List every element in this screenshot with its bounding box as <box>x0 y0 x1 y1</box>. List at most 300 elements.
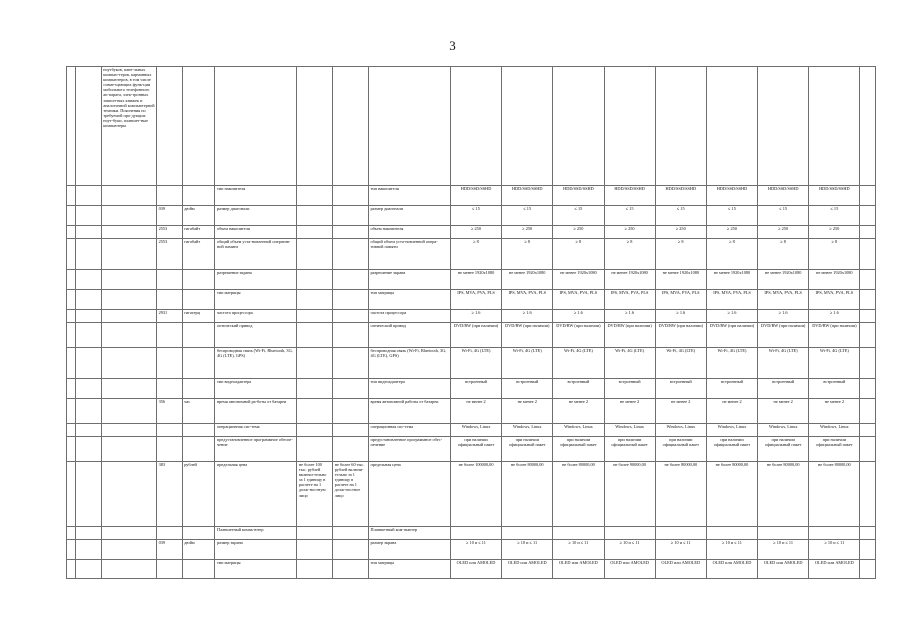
table-row <box>67 270 876 290</box>
characteristic-value: Windows, Linux <box>502 424 553 437</box>
characteristic-value: не менее 1920x1080 <box>604 270 655 290</box>
table-cell <box>860 527 876 540</box>
characteristic-value: Wi-Fi, 4G (LTE) <box>604 348 655 379</box>
table-cell <box>101 437 156 462</box>
unit-name <box>182 424 215 437</box>
characteristic-value: Windows, Linux <box>604 424 655 437</box>
characteristic-value: ≥ 250 <box>655 226 706 239</box>
characteristic-value: встроенный <box>655 379 706 399</box>
characteristic-value: HDD/SSD/SSHD <box>758 186 809 206</box>
table-cell <box>76 206 102 226</box>
table-cell <box>860 379 876 399</box>
table-cell <box>860 323 876 348</box>
table-cell <box>297 67 333 186</box>
characteristic-value: Windows, Linux <box>655 424 706 437</box>
table-cell <box>67 527 76 540</box>
unit-name <box>182 348 215 379</box>
characteristic-value: Windows, Linux <box>553 424 604 437</box>
okei-code <box>157 290 183 310</box>
table-cell <box>182 67 215 186</box>
characteristic-value: IPS, MVA, PVA, PLS <box>604 290 655 310</box>
characteristic-value: при наличии официальный пакет <box>604 437 655 462</box>
limit-value <box>333 206 369 226</box>
characteristic-value: OLED или AMOLED <box>758 560 809 579</box>
table-cell <box>67 399 76 424</box>
characteristic-name-approved: беспроводная связь (Wi-Fi, Bluetooth, 3G, 4G (LTE), GPS) <box>369 348 451 379</box>
characteristic-value: DVD/RW (при наличии) <box>450 323 501 348</box>
table-cell <box>76 399 102 424</box>
characteristic-value: ≤ 15 <box>655 206 706 226</box>
characteristic-value: IPS, MVA, PVA, PLS <box>809 290 860 310</box>
limit-value <box>297 239 333 270</box>
characteristic-value: ≥ 250 <box>553 226 604 239</box>
characteristic-value: не более 100000,00 <box>450 462 501 527</box>
table-row <box>67 540 876 560</box>
characteristic-value: DVD/RW (при наличии) <box>553 323 604 348</box>
characteristic-value: Windows, Linux <box>809 424 860 437</box>
limit-value <box>333 560 369 579</box>
limit-value <box>297 527 333 540</box>
characteristic-value: встроенный <box>809 379 860 399</box>
unit-name <box>182 437 215 462</box>
table-cell <box>101 540 156 560</box>
characteristic-value: не более 90000,00 <box>604 462 655 527</box>
table-cell <box>101 323 156 348</box>
characteristic-value: Wi-Fi, 4G (LTE) <box>450 348 501 379</box>
table-cell <box>101 206 156 226</box>
characteristic-value: OLED или AMOLED <box>553 560 604 579</box>
characteristic-value: не менее 2 <box>450 399 501 424</box>
characteristic-value: DVD/RW (при наличии) <box>809 323 860 348</box>
limit-value <box>297 226 333 239</box>
limit-value <box>333 540 369 560</box>
table-cell <box>76 379 102 399</box>
characteristic-value: не менее 1920x1080 <box>758 270 809 290</box>
characteristic-value: IPS, MVA, PVA, PLS <box>553 290 604 310</box>
table-cell <box>215 67 297 186</box>
table-cell <box>67 462 76 527</box>
table-cell <box>67 226 76 239</box>
table-cell <box>101 186 156 206</box>
characteristic-value: не менее 1920x1080 <box>553 270 604 290</box>
characteristic-name: тип матрицы <box>215 290 297 310</box>
characteristic-value: DVD/RW (при наличии) <box>706 323 757 348</box>
table-cell <box>67 310 76 323</box>
characteristic-name: тип накопителя <box>215 186 297 206</box>
characteristic-value: не более 80000,00 <box>502 462 553 527</box>
characteristic-value: ≥ 1.6 <box>450 310 501 323</box>
characteristic-value: IPS, MVA, PVA, PLS <box>758 290 809 310</box>
table-cell <box>76 462 102 527</box>
characteristic-value: ≤ 15 <box>604 206 655 226</box>
characteristic-value: ≤ 15 <box>706 206 757 226</box>
table-row <box>67 399 876 424</box>
characteristic-value: не менее 2 <box>604 399 655 424</box>
characteristic-name: предустановленное программное обеспе-чение <box>215 437 297 462</box>
characteristic-value: ≥ 1.6 <box>553 310 604 323</box>
table-cell <box>67 560 76 579</box>
limit-value: не более 100 тыс. рублей включи-тельно за 1 единицу в расчете на 1 долж-ностную лицо <box>297 462 333 527</box>
table-cell <box>76 226 102 239</box>
characteristic-value: HDD/SSD/SSHD <box>553 186 604 206</box>
characteristic-value <box>604 527 655 540</box>
characteristic-value <box>758 527 809 540</box>
table-cell <box>604 67 655 186</box>
limit-value <box>333 290 369 310</box>
characteristic-value: встроенный <box>706 379 757 399</box>
characteristic-value: ≥ 8 <box>655 239 706 270</box>
limit-value <box>297 437 333 462</box>
table-cell <box>101 527 156 540</box>
unit-name: час <box>182 399 215 424</box>
table-cell <box>67 379 76 399</box>
characteristic-value: ≥ 8 <box>604 239 655 270</box>
okei-code <box>157 560 183 579</box>
characteristic-value: HDD/SSD/SSHD <box>706 186 757 206</box>
table-cell <box>101 560 156 579</box>
characteristic-value: IPS, MVA, PVA, PLS <box>502 290 553 310</box>
table-cell <box>67 290 76 310</box>
characteristic-value: DVD/RW (при наличии) <box>604 323 655 348</box>
table-cell <box>860 437 876 462</box>
characteristic-value: ≥ 250 <box>706 226 757 239</box>
characteristic-name: объем накопителя <box>215 226 297 239</box>
okei-code <box>157 527 183 540</box>
table-cell <box>860 239 876 270</box>
characteristic-name-approved: операционная сис-тема <box>369 424 451 437</box>
limit-value <box>297 560 333 579</box>
table-cell <box>860 206 876 226</box>
characteristic-value <box>706 527 757 540</box>
characteristic-value: ≤ 15 <box>809 206 860 226</box>
table-row <box>67 527 876 540</box>
characteristic-value: OLED или AMOLED <box>502 560 553 579</box>
characteristic-value: не менее 2 <box>706 399 757 424</box>
characteristic-value: не более 80000,00 <box>758 462 809 527</box>
table-cell <box>860 270 876 290</box>
characteristic-value: Windows, Linux <box>450 424 501 437</box>
characteristic-name-approved: тип видеоадаптера <box>369 379 451 399</box>
table-cell <box>860 310 876 323</box>
table-row <box>67 348 876 379</box>
characteristic-value: ≥ 8 <box>758 239 809 270</box>
characteristic-value: DVD/RW (при наличии) <box>655 323 706 348</box>
characteristic-value: ≥ 10 и ≤ 11 <box>758 540 809 560</box>
characteristic-value: при наличии официальный пакет <box>502 437 553 462</box>
characteristic-name-approved: частота процессора <box>369 310 451 323</box>
table-cell <box>101 348 156 379</box>
table-cell <box>758 67 809 186</box>
characteristic-name: размер экрана <box>215 540 297 560</box>
table-cell <box>450 67 501 186</box>
table-cell <box>157 67 183 186</box>
characteristic-value: Windows, Linux <box>706 424 757 437</box>
limit-value <box>297 540 333 560</box>
characteristic-value: HDD/SSD/SSHD <box>655 186 706 206</box>
table-cell <box>101 239 156 270</box>
okei-code: 383 <box>157 462 183 527</box>
characteristic-value: OLED или AMOLED <box>706 560 757 579</box>
characteristic-name: размер диагонали <box>215 206 297 226</box>
characteristic-value: Windows, Linux <box>758 424 809 437</box>
characteristic-value: ≥ 8 <box>706 239 757 270</box>
table-cell <box>67 540 76 560</box>
characteristic-value: не менее 1920x1080 <box>655 270 706 290</box>
table-row <box>67 424 876 437</box>
table-cell <box>860 226 876 239</box>
characteristic-value: при наличии официальный пакет <box>809 437 860 462</box>
table-cell <box>101 290 156 310</box>
characteristic-name: предельная цена <box>215 462 297 527</box>
characteristic-value: ≤ 15 <box>502 206 553 226</box>
table-cell <box>860 462 876 527</box>
characteristic-value: не более 80000,00 <box>553 462 604 527</box>
table-cell <box>101 424 156 437</box>
table-cell <box>76 540 102 560</box>
characteristic-value: ≥ 8 <box>450 239 501 270</box>
characteristic-value: ≥ 8 <box>553 239 604 270</box>
table-cell <box>76 270 102 290</box>
characteristic-value: при наличии официальный пакет <box>758 437 809 462</box>
characteristic-value: ≥ 1.6 <box>655 310 706 323</box>
characteristic-value: не менее 2 <box>502 399 553 424</box>
characteristic-value: ≤ 15 <box>450 206 501 226</box>
unit-name <box>182 290 215 310</box>
characteristic-value: ≥ 250 <box>502 226 553 239</box>
page-number: 3 <box>449 38 456 53</box>
characteristic-name: время автономной ра-боты от батареи <box>215 399 297 424</box>
table-cell <box>860 399 876 424</box>
table-row <box>67 239 876 270</box>
characteristic-value: ≤ 15 <box>758 206 809 226</box>
characteristic-value: ≥ 10 и ≤ 11 <box>604 540 655 560</box>
characteristic-value: OLED или AMOLED <box>450 560 501 579</box>
limit-value <box>333 348 369 379</box>
characteristic-value: ≥ 8 <box>502 239 553 270</box>
limit-value <box>333 424 369 437</box>
characteristic-value <box>809 527 860 540</box>
characteristic-name-approved: размер экрана <box>369 540 451 560</box>
limit-value <box>333 310 369 323</box>
table-cell <box>67 67 76 186</box>
table-cell <box>655 67 706 186</box>
table-cell <box>101 462 156 527</box>
characteristic-value: IPS, MVA, PVA, PLS <box>706 290 757 310</box>
unit-name <box>182 186 215 206</box>
table-cell <box>333 67 369 186</box>
limit-value <box>333 270 369 290</box>
characteristic-name: операционная сис-тема <box>215 424 297 437</box>
table-cell <box>76 560 102 579</box>
limit-value <box>297 379 333 399</box>
characteristic-name: разрешение экрана <box>215 270 297 290</box>
table-cell <box>860 560 876 579</box>
limit-value <box>297 290 333 310</box>
characteristic-value: Wi-Fi, 4G (LTE) <box>758 348 809 379</box>
characteristic-value: Wi-Fi, 4G (LTE) <box>655 348 706 379</box>
characteristic-name-approved: тип матрицы <box>369 290 451 310</box>
table-cell <box>101 399 156 424</box>
unit-name <box>182 270 215 290</box>
characteristic-value: Wi-Fi, 4G (LTE) <box>706 348 757 379</box>
characteristic-value: Wi-Fi, 4G (LTE) <box>809 348 860 379</box>
limit-value <box>333 323 369 348</box>
limit-value <box>333 226 369 239</box>
characteristic-value: DVD/RW (при наличии) <box>758 323 809 348</box>
table-cell <box>76 186 102 206</box>
table-cell <box>76 290 102 310</box>
table-cell <box>860 290 876 310</box>
characteristic-value: DVD/RW (при наличии) <box>502 323 553 348</box>
characteristic-name-approved: предустановленное программное обес-печение <box>369 437 451 462</box>
characteristic-value: IPS, MVA, PVA, PLS <box>655 290 706 310</box>
table-cell <box>76 323 102 348</box>
table-cell <box>101 379 156 399</box>
table-cell <box>860 540 876 560</box>
okei-code <box>157 348 183 379</box>
table-cell <box>76 348 102 379</box>
limit-value <box>297 206 333 226</box>
characteristic-value: встроенный <box>604 379 655 399</box>
limit-value <box>333 379 369 399</box>
characteristic-value: встроенный <box>553 379 604 399</box>
table-cell <box>67 239 76 270</box>
okei-code: 356 <box>157 399 183 424</box>
table-row <box>67 206 876 226</box>
table-cell <box>860 348 876 379</box>
characteristic-name-approved: размер диагонали <box>369 206 451 226</box>
characteristic-name-approved: Планшетный ком-пьютер <box>369 527 451 540</box>
characteristic-value: не менее 2 <box>655 399 706 424</box>
characteristic-value <box>553 527 604 540</box>
characteristic-value: не менее 1920x1080 <box>450 270 501 290</box>
limit-value <box>333 239 369 270</box>
characteristic-value: ≥ 10 и ≤ 11 <box>706 540 757 560</box>
characteristic-value: Wi-Fi, 4G (LTE) <box>553 348 604 379</box>
characteristic-value: при наличии официальный пакет <box>706 437 757 462</box>
limit-value <box>297 270 333 290</box>
characteristic-name-approved: разрешение экрана <box>369 270 451 290</box>
characteristic-value: ≥ 10 и ≤ 11 <box>450 540 501 560</box>
table-row <box>67 226 876 239</box>
table-cell <box>76 527 102 540</box>
table-cell <box>67 424 76 437</box>
characteristic-value: ≥ 10 и ≤ 11 <box>553 540 604 560</box>
characteristic-name-approved: объем накопителя <box>369 226 451 239</box>
characteristic-name-approved: тип накопителя <box>369 186 451 206</box>
table-cell <box>860 186 876 206</box>
characteristic-value: HDD/SSD/SSHD <box>809 186 860 206</box>
table-cell <box>76 239 102 270</box>
table-cell <box>101 310 156 323</box>
characteristic-value: ≥ 1.6 <box>502 310 553 323</box>
characteristic-value: OLED или AMOLED <box>604 560 655 579</box>
table-cell <box>67 206 76 226</box>
table-row <box>67 290 876 310</box>
characteristic-value: при наличии официальный пакет <box>655 437 706 462</box>
okei-code: 039 <box>157 206 183 226</box>
characteristic-value: не более 80000,00 <box>655 462 706 527</box>
characteristic-name: Планшетный компь-ютер <box>215 527 297 540</box>
characteristic-value: OLED или AMOLED <box>655 560 706 579</box>
characteristic-value <box>502 527 553 540</box>
limit-value <box>297 323 333 348</box>
characteristic-value: HDD/SSD/SSHD <box>502 186 553 206</box>
limit-value: не более 60 тыс. рублей включи-тельно за 1 единицу в расчете на 1 долж-ностное лицо <box>333 462 369 527</box>
table-cell <box>860 424 876 437</box>
characteristic-value: при наличии официальный пакет <box>553 437 604 462</box>
table-cell <box>502 67 553 186</box>
unit-name: дюйм <box>182 206 215 226</box>
table-cell <box>76 424 102 437</box>
characteristic-name: беспроводная связь (Wi-Fi, Bluetooth, 3G, 4G (LTE), GPS) <box>215 348 297 379</box>
characteristic-name-approved: общий объем уста-новленной опера-тивной памяти <box>369 239 451 270</box>
table-cell <box>860 67 876 186</box>
characteristic-value: встроенный <box>502 379 553 399</box>
table-cell <box>76 67 102 186</box>
characteristic-value: не менее 1920x1080 <box>706 270 757 290</box>
limit-value <box>333 399 369 424</box>
unit-name: дюйм <box>182 540 215 560</box>
okei-code: 2553 <box>157 239 183 270</box>
limit-value <box>333 437 369 462</box>
table-cell <box>809 67 860 186</box>
limit-value <box>333 186 369 206</box>
characteristic-value: ≥ 10 и ≤ 11 <box>809 540 860 560</box>
table-row <box>67 462 876 527</box>
characteristic-value: встроенный <box>450 379 501 399</box>
unit-name <box>182 379 215 399</box>
table-cell <box>67 270 76 290</box>
okei-code <box>157 379 183 399</box>
limit-value <box>297 399 333 424</box>
characteristic-name: тип матрицы <box>215 560 297 579</box>
characteristic-value <box>655 527 706 540</box>
characteristic-value: OLED или AMOLED <box>809 560 860 579</box>
characteristic-value: не менее 1920x1080 <box>502 270 553 290</box>
characteristic-value: ≥ 250 <box>604 226 655 239</box>
characteristic-value: ≥ 250 <box>450 226 501 239</box>
characteristic-value: ≥ 250 <box>809 226 860 239</box>
table-cell <box>67 323 76 348</box>
characteristic-value: HDD/SSD/SSHD <box>604 186 655 206</box>
characteristic-value: HDD/SSD/SSHD <box>450 186 501 206</box>
table-row <box>67 67 876 186</box>
characteristic-name: общий объем уста-новленной оператив-ной памяти <box>215 239 297 270</box>
table-cell <box>101 270 156 290</box>
okei-code <box>157 424 183 437</box>
characteristic-value: ≥ 10 и ≤ 11 <box>655 540 706 560</box>
unit-name: гигабайт <box>182 226 215 239</box>
characteristic-value: ≥ 1.6 <box>758 310 809 323</box>
table-cell <box>101 226 156 239</box>
table-row <box>67 379 876 399</box>
limit-value <box>297 424 333 437</box>
limit-value <box>297 310 333 323</box>
unit-name: рублей <box>182 462 215 527</box>
table-cell <box>67 437 76 462</box>
characteristic-value: ≥ 1.6 <box>809 310 860 323</box>
specification-table <box>66 66 876 579</box>
characteristic-value: встроенный <box>758 379 809 399</box>
limit-value <box>333 527 369 540</box>
unit-name <box>182 560 215 579</box>
characteristic-name-approved: время автономной работы от батареи <box>369 399 451 424</box>
characteristic-name: тип видеоадаптера <box>215 379 297 399</box>
table-cell <box>76 437 102 462</box>
table-cell <box>706 67 757 186</box>
characteristic-value: не менее 2 <box>809 399 860 424</box>
